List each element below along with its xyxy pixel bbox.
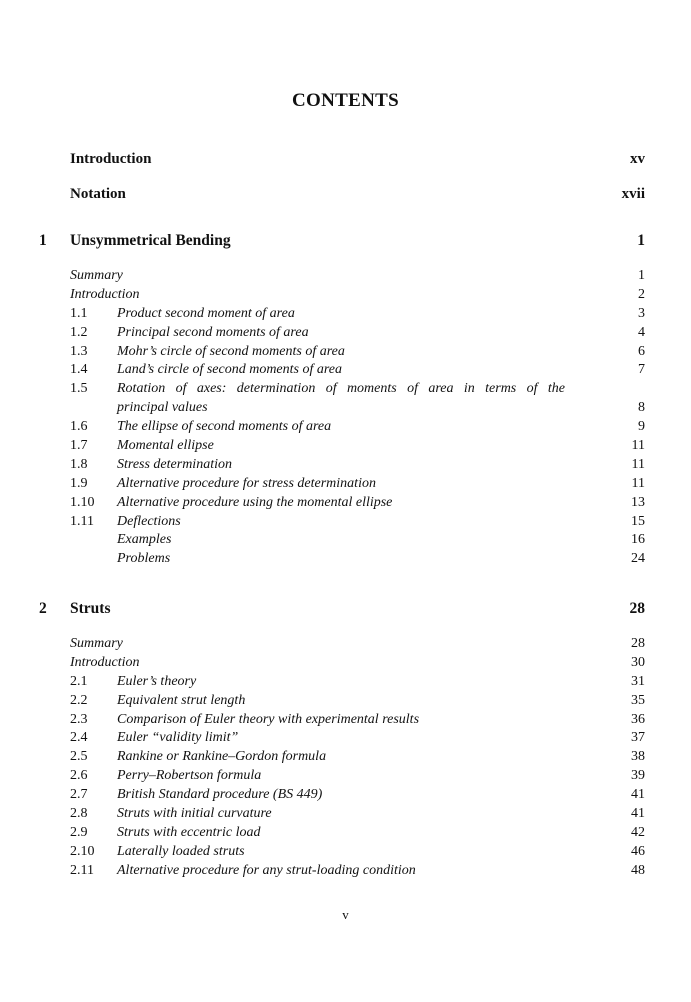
chapter-title: Struts [70, 600, 111, 617]
chapter-1-entries [70, 267, 645, 569]
toc-entry[interactable] [70, 843, 645, 862]
section-number: 1.3 [70, 343, 88, 359]
entry-page: 7 [638, 362, 645, 378]
entry-title: Euler “validity limit” [117, 730, 239, 746]
chapter-page: 1 [637, 232, 645, 249]
entry-title: British Standard procedure (BS 449) [117, 787, 323, 803]
section-number: 2.10 [70, 843, 95, 859]
entry-page: 6 [638, 343, 645, 359]
entry-title: Euler’s theory [117, 673, 197, 689]
section-number: 1.2 [70, 324, 88, 340]
entry-page: 28 [631, 636, 645, 651]
toc-entry[interactable] [70, 862, 645, 881]
entry-page: 42 [631, 824, 645, 840]
entry-title: Perry–Robertson formula [117, 768, 262, 784]
section-number: 2.11 [70, 862, 94, 878]
toc-entry-continuation[interactable] [70, 399, 645, 418]
section-number: 2.3 [70, 711, 88, 727]
section-number: 2.6 [70, 768, 88, 784]
toc-entry[interactable] [70, 418, 645, 437]
entry-page: 35 [631, 692, 645, 708]
entry-page: 16 [631, 532, 645, 548]
toc-entry[interactable] [70, 748, 645, 767]
entry-title: Rankine or Rankine–Gordon formula [117, 749, 327, 765]
section-number: 1.10 [70, 494, 95, 510]
chapter-number: 2 [39, 600, 47, 617]
front-matter-introduction[interactable] [70, 151, 645, 168]
entry-page: 41 [631, 787, 645, 803]
chapter-page: 28 [629, 600, 645, 617]
chapter-heading-1[interactable] [39, 232, 645, 250]
entry-title: Summary [70, 268, 123, 283]
entry-page: 48 [631, 862, 645, 878]
entry-title: Introduction [70, 286, 140, 302]
toc-entry[interactable] [70, 437, 645, 456]
toc-entry[interactable] [70, 267, 645, 286]
front-matter-notation[interactable] [70, 186, 645, 203]
entry-page: 2 [638, 286, 645, 302]
entry-page: 9 [638, 419, 645, 435]
entry-title: Land’s circle of second moments of area [117, 362, 343, 378]
section-number: 2.8 [70, 806, 88, 822]
page-folio: v [342, 907, 349, 922]
front-label: Introduction [70, 151, 152, 167]
entry-title: Mohr’s circle of second moments of area [117, 343, 345, 359]
toc-entry[interactable] [70, 456, 645, 475]
toc-entry[interactable] [70, 475, 645, 494]
entry-title: principal values [117, 400, 208, 416]
entry-title: Alternative procedure for any strut-loading condition [117, 862, 416, 878]
toc-entry[interactable] [70, 531, 645, 550]
entry-title: Equivalent strut length [117, 692, 246, 708]
entry-title: Rotation of axes: determination of moments of area in terms of the [117, 381, 565, 397]
entry-title: Comparison of Euler theory with experimental results [117, 711, 420, 727]
toc-entry[interactable] [70, 654, 645, 673]
toc-entry[interactable] [70, 513, 645, 532]
chapter-2-entries [70, 635, 645, 881]
toc-entry[interactable] [70, 824, 645, 843]
entry-title: Product second moment of area [117, 305, 295, 321]
entry-page: 15 [631, 513, 645, 529]
section-number: 2.7 [70, 787, 88, 803]
entry-title: Summary [70, 636, 123, 651]
entry-page: 11 [631, 456, 645, 472]
entry-page: 4 [638, 324, 645, 340]
chapter-number: 1 [39, 232, 47, 249]
toc-entry[interactable] [70, 343, 645, 362]
entry-title: Momental ellipse [117, 438, 214, 454]
toc-entry[interactable] [70, 380, 645, 399]
entry-page: 11 [631, 438, 645, 454]
toc-entry[interactable] [70, 786, 645, 805]
toc-entry[interactable] [70, 805, 645, 824]
toc-entry[interactable] [70, 767, 645, 786]
toc-entry[interactable] [70, 305, 645, 324]
section-number: 1.11 [70, 513, 94, 529]
section-number: 2.2 [70, 692, 88, 708]
section-number: 1.4 [70, 362, 88, 378]
entry-title: The ellipse of second moments of area [117, 419, 332, 435]
entry-title: Problems [117, 551, 171, 567]
toc-entry[interactable] [70, 550, 645, 569]
entry-page: 41 [631, 806, 645, 822]
entry-page: 36 [631, 711, 645, 727]
entry-page: 46 [631, 843, 645, 859]
entry-title: Principal second moments of area [117, 324, 309, 340]
toc-entry[interactable] [70, 286, 645, 305]
toc-entry[interactable] [70, 729, 645, 748]
entry-title: Stress determination [117, 456, 232, 472]
entry-page: 38 [631, 749, 645, 765]
entry-title: Introduction [70, 654, 140, 670]
entry-page: 37 [631, 730, 645, 746]
toc-entry[interactable] [70, 711, 645, 730]
front-page: xvii [621, 186, 645, 202]
entry-page: 13 [631, 494, 645, 510]
entry-page: 1 [638, 268, 645, 283]
section-number: 2.9 [70, 824, 88, 840]
chapter-title: Unsymmetrical Bending [70, 232, 231, 249]
entry-page: 3 [638, 305, 645, 321]
entry-page: 30 [631, 654, 645, 670]
entry-title: Alternative procedure using the momental ellipse [117, 494, 393, 510]
toc-entry[interactable] [70, 673, 645, 692]
front-page: xv [630, 151, 645, 167]
toc-entry[interactable] [70, 692, 645, 711]
entry-title: Examples [117, 532, 172, 548]
page-title: CONTENTS [292, 90, 399, 111]
entry-page: 31 [631, 673, 645, 689]
entry-page: 11 [631, 475, 645, 491]
entry-title: Struts with initial curvature [117, 806, 272, 822]
toc-entry[interactable] [70, 324, 645, 343]
front-label: Notation [70, 186, 126, 202]
section-number: 2.4 [70, 730, 88, 746]
entry-page: 24 [631, 551, 645, 567]
entry-title: Struts with eccentric load [117, 824, 261, 840]
section-number: 2.5 [70, 749, 88, 765]
entry-page: 39 [631, 768, 645, 784]
section-number: 1.5 [70, 381, 88, 397]
section-number: 1.8 [70, 456, 88, 472]
toc-entry[interactable] [70, 361, 645, 380]
chapter-heading-2[interactable] [39, 600, 645, 618]
section-number: 1.7 [70, 438, 88, 454]
section-number: 2.1 [70, 673, 88, 689]
toc-entry[interactable] [70, 635, 645, 654]
entry-title: Alternative procedure for stress determination [117, 475, 376, 491]
section-number: 1.1 [70, 305, 88, 321]
toc-entry[interactable] [70, 494, 645, 513]
entry-page: 8 [638, 400, 645, 416]
section-number: 1.6 [70, 419, 88, 435]
entry-title: Deflections [117, 513, 181, 529]
entry-title: Laterally loaded struts [117, 843, 245, 859]
section-number: 1.9 [70, 475, 88, 491]
